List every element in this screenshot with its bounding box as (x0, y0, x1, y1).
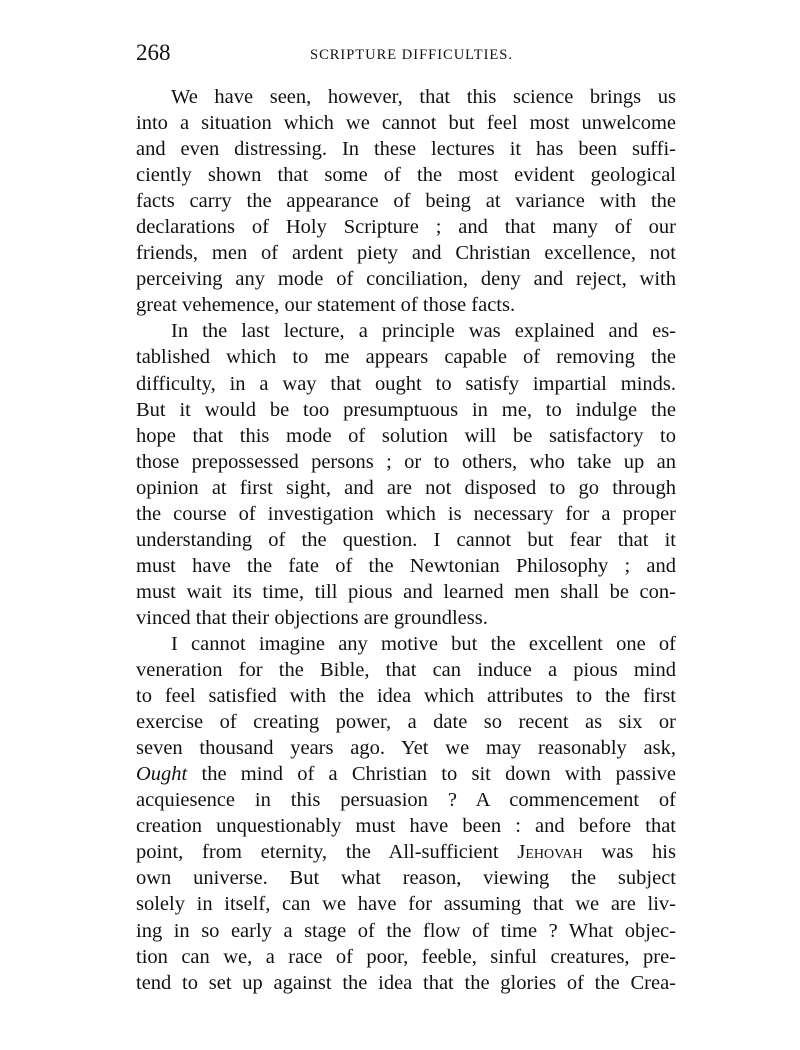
text-line: creation unquestionably must have been : and before that (136, 815, 676, 838)
text-line: tablished which to me appears capable of removing the (136, 346, 676, 369)
text-line: ciently shown that some of the most evident geological (136, 164, 676, 187)
text-line: difficulty, in a way that ought to satisfy impartial minds. (136, 372, 676, 395)
text-line: must wait its time, till pious and learned men shall be con- (136, 580, 676, 603)
text-line: vinced that their objections are groundless. (136, 606, 488, 629)
text-line: and even distressing. In these lectures it has been suffi- (136, 138, 676, 161)
text-line: great vehemence, our statement of those facts. (136, 294, 516, 317)
text-line: facts carry the appearance of being at variance with the (136, 190, 676, 213)
body-text (136, 84, 676, 996)
text-line: into a situation which we cannot but feel most unwelcome (136, 112, 676, 135)
running-head (136, 38, 676, 68)
text-line: the course of investigation which is necessary for a proper (136, 502, 676, 525)
text-line: opinion at first sight, and are not disposed to go through (136, 476, 676, 499)
emphasis-word: Ought (136, 763, 188, 786)
divine-name: Jehovah (517, 841, 583, 864)
text-line: veneration for the Bible, that can induce a pious mind (136, 659, 676, 682)
text-line (136, 761, 676, 787)
text-line-rest: the mind of a Christian to sit down with passive (187, 763, 676, 786)
text-line: We have seen, however, that this science brings us (171, 86, 676, 108)
text-line: tion can we, a race of poor, feeble, sinful creatures, pre- (136, 945, 676, 968)
text-line: But it would be too presumptuous in me, to indulge the (136, 398, 676, 421)
text-line: hope that this mode of solution will be satisfactory to (136, 424, 676, 447)
text-line: In the last lecture, a principle was explained and es- (171, 320, 676, 343)
text-line: friends, men of ardent piety and Christian excellence, not (136, 242, 676, 265)
text-line: exercise of creating power, a date so recent as six or (136, 711, 676, 734)
text-line: I cannot imagine any motive but the excellent one of (171, 632, 676, 655)
text-line: those prepossessed persons ; or to others, who take up an (136, 450, 676, 473)
text-line: declarations of Holy Scripture ; and that many of our (136, 216, 676, 239)
text-line-after: was his (582, 841, 676, 864)
text-line: ing in so early a stage of the flow of time ? What objec- (136, 919, 676, 942)
text-line: must have the fate of the Newtonian Philosophy ; and (136, 554, 676, 577)
text-line: seven thousand years ago. Yet we may reasonably ask, (136, 737, 676, 760)
page-number: 268 (136, 40, 171, 65)
text-line: own universe. But what reason, viewing the subject (136, 867, 676, 890)
text-line (136, 839, 676, 865)
text-line: perceiving any mode of conciliation, deny and reject, with (136, 268, 676, 291)
text-line: understanding of the question. I cannot but fear that it (136, 528, 676, 551)
text-line: acquiesence in this persuasion ? A commencement of (136, 789, 676, 812)
text-line-before: point, from eternity, the All-sufficient (136, 841, 518, 864)
text-line: solely in itself, can we have for assuming that we are liv- (136, 893, 676, 916)
text-line: to feel satisfied with the idea which attributes to the first (136, 685, 676, 708)
running-title: SCRIPTURE DIFFICULTIES. (310, 47, 513, 63)
text-line: tend to set up against the idea that the glories of the Crea- (136, 971, 676, 994)
